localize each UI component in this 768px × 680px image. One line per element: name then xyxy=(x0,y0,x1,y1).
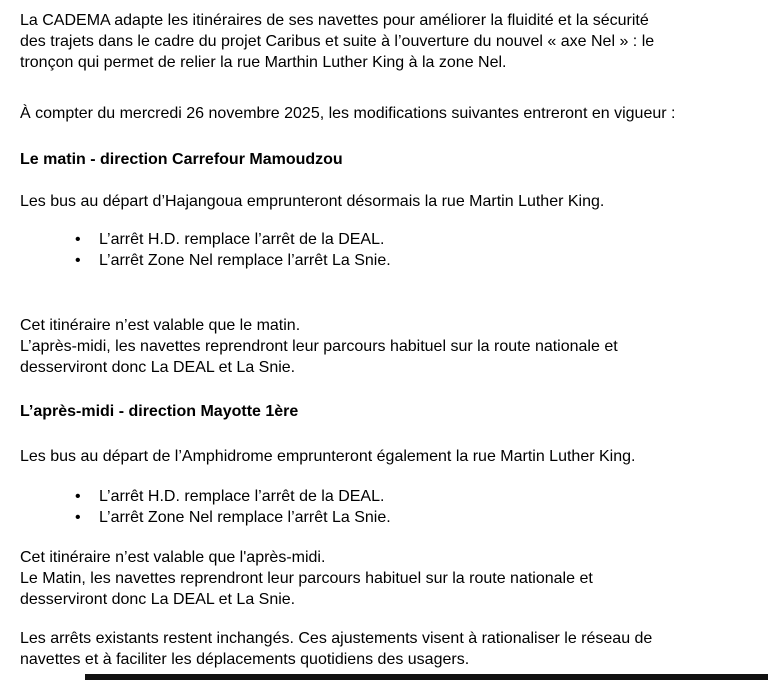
paragraph-line: desserviront donc La DEAL et La Snie. xyxy=(20,359,296,376)
paragraph-line: desserviront donc La DEAL et La Snie. xyxy=(20,591,296,608)
paragraph-line: Cet itinéraire n’est valable que le matin. xyxy=(20,317,301,334)
section-morning-heading: Le matin - direction Carrefour Mamoudzou xyxy=(20,151,343,168)
closing-paragraph xyxy=(20,628,750,670)
list-item: • L’arrêt Zone Nel remplace l’arrêt La Snie. xyxy=(75,250,750,271)
section-morning-bullet-list xyxy=(20,229,750,271)
paragraph-line: Les arrêts existants restent inchangés. Ces ajustements visent à rationaliser le réseau de xyxy=(20,630,653,647)
intro-paragraph xyxy=(20,10,750,73)
paragraph-line: Le Matin, les navettes reprendront leur parcours habituel sur la route nationale et xyxy=(20,570,593,587)
paragraph-line: navettes et à faciliter les déplacements quotidiens des usagers. xyxy=(20,651,470,668)
paragraph-line: La CADEMA adapte les itinéraires de ses navettes pour améliorer la fluidité et la sécurité xyxy=(20,12,649,29)
section-afternoon-paragraph: Les bus au départ de l’Amphidrome emprunteront également la rue Martin Luther King. xyxy=(20,448,636,465)
list-item: • L’arrêt Zone Nel remplace l’arrêt La Snie. xyxy=(75,507,750,528)
section-afternoon-bullet-list xyxy=(20,486,750,528)
paragraph-line: Cet itinéraire n’est valable que l'après-midi. xyxy=(20,549,326,566)
list-item: • L’arrêt H.D. remplace l’arrêt de la DEAL. xyxy=(75,229,750,250)
section-afternoon-note xyxy=(20,547,750,610)
bottom-cutoff-bar xyxy=(85,674,768,680)
paragraph-line: des trajets dans le cadre du projet Caribus et suite à l’ouverture du nouvel « axe Nel » : le xyxy=(20,33,655,50)
section-morning-paragraph: Les bus au départ d’Hajangoua emprunteront désormais la rue Martin Luther King. xyxy=(20,193,605,210)
paragraph-line: tronçon qui permet de relier la rue Marthin Luther King à la zone Nel. xyxy=(20,54,507,71)
section-afternoon-heading: L’après-midi - direction Mayotte 1ère xyxy=(20,403,299,420)
section-morning-note xyxy=(20,315,750,378)
paragraph-line: L’après-midi, les navettes reprendront leur parcours habituel sur la route nationale et xyxy=(20,338,618,355)
list-item: • L’arrêt H.D. remplace l’arrêt de la DEAL. xyxy=(75,486,750,507)
effective-date-line: À compter du mercredi 26 novembre 2025, les modifications suivantes entreront en vigueur : xyxy=(20,105,676,122)
